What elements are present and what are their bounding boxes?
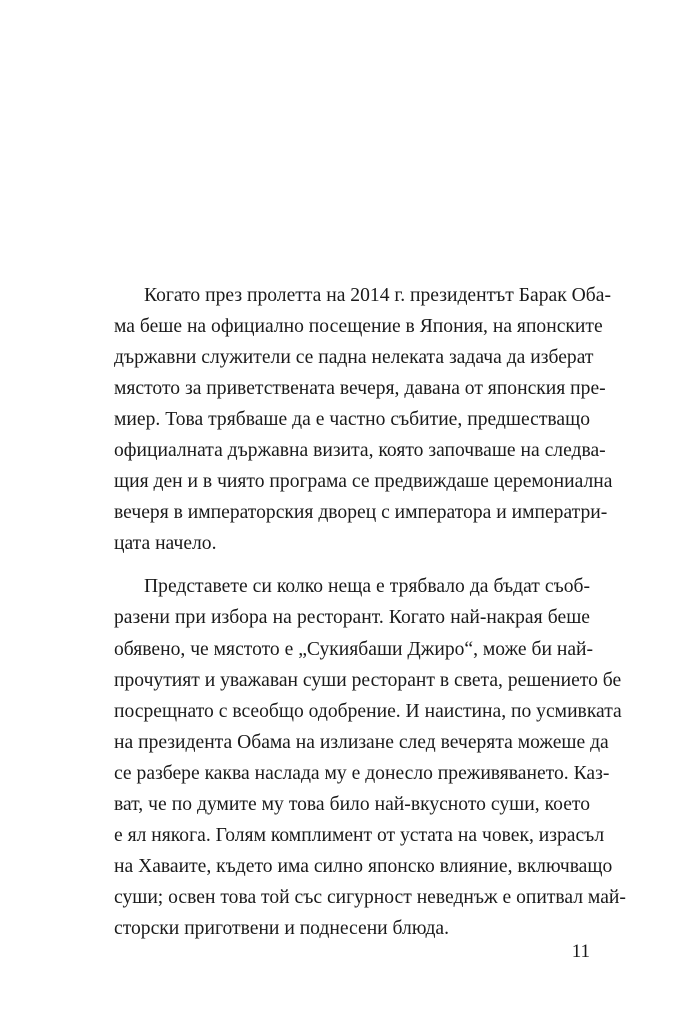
text-line: суши; освен това той със сигурност неведнъж е опитвал май- [114,886,626,908]
text-line: миер. Това трябваше да е частно събитие, предшестващо [114,409,590,431]
text-line: щия ден и в чиято програма се предвиждаше церемониална [114,471,613,493]
text-line: цата начело. [114,533,217,555]
text-line: на Хаваите, където има силно японско влияние, включващо [114,855,613,877]
text-line: на президента Обама на излизане след вечерята можеше да [114,731,609,753]
text-line: разени при избора на ресторант. Когато най-накрая беше [114,607,590,629]
text-line: прочутият и уважаван суши ресторант в света, решението бе [114,669,622,691]
text-line: ват, че по думите му това било най-вкусното суши, което [114,793,590,815]
text-line: мястото за приветствената вечеря, давана от японския пре- [114,378,606,400]
text-line: сторски приготвени и поднесени блюда. [114,917,450,939]
page-number: 11 [571,941,590,962]
text-line: вечеря в императорския дворец с императора и императри- [114,502,608,524]
paragraph-2 [114,571,626,944]
text-line: Когато през пролетта на 2014 г. президентът Барак Оба- [144,285,611,306]
text-line: ма беше на официално посещение в Япония, на японските [114,316,603,338]
text-line: е ял някога. Голям комплимент от устата на човек, израсъл [114,824,605,846]
paragraph-1 [114,280,613,559]
text-line: се разбере каква наслада му е донесло преживяването. Каз- [114,762,610,784]
text-line: Представете си колко неща е трябвало да бъдат съоб- [144,576,590,598]
body-text [114,280,626,944]
text-line: посрещнато с всеобщо одобрение. И наистина, по усмивката [114,700,622,722]
text-line: държавни служители се падна нелеката задача да изберат [114,347,594,369]
text-line: официалната държавна визита, която започваше на следва- [114,440,606,462]
text-line: обявено, че мястото е „Сукиябаши Джиро“, може би най- [114,638,594,660]
